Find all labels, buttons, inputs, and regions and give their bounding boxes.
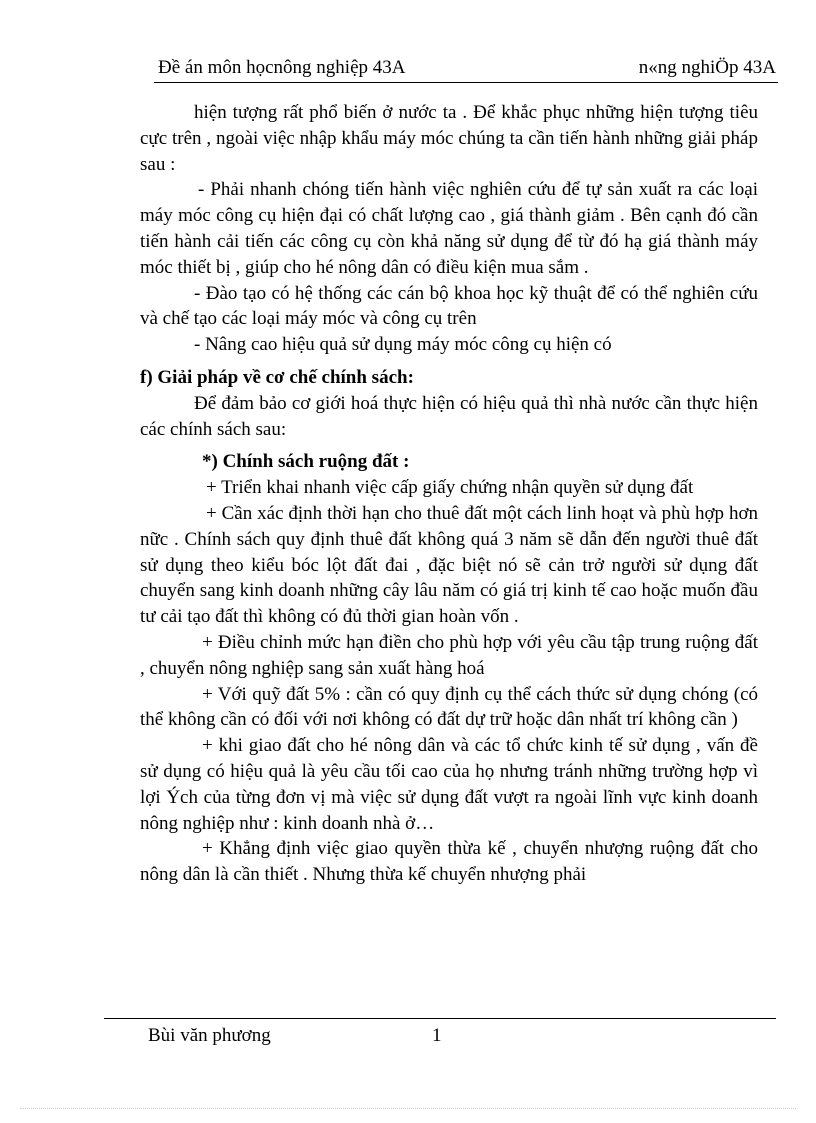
paragraph-research: - Phải nhanh chóng tiến hành việc nghiên cứu để tự sản xuất ra các loại máy móc công cụ hiện đại có chất lượng cao , giá thành giảm . Bên cạnh đó cần tiến hành cải tiến các công cụ còn khả năng sử dụng để từ đó hạ giá thành máy móc thiết bị , giúp cho hé nông dân có điều kiện mua sắm .	[140, 179, 758, 278]
page-header	[158, 56, 776, 82]
section-heading-policy: f) Giải pháp về cơ chế chính sách:	[140, 366, 414, 388]
header-divider	[154, 82, 778, 83]
paragraph-land-certificate: + Triển khai nhanh việc cấp giấy chứng nhận quyền sử dụng đất	[206, 477, 694, 499]
footer-author: Bùi văn phương	[148, 1025, 271, 1046]
paragraph-land-limit: + Điều chỉnh mức hạn điền cho phù hợp với yêu cầu tập trung ruộng đất , chuyển nông nghiệp sang sản xuất hàng hoá	[140, 631, 758, 679]
subsection-heading-land: *) Chính sách ruộng đất :	[202, 451, 410, 473]
paragraph-land-fund: + Với quỹ đất 5% : cần có quy định cụ thể cách thức sử dụng chóng (có thể không cần có đối với nơi không có đất dự trữ hoặc dân nhất trí không cần )	[140, 683, 758, 731]
paragraph-efficiency: - Nâng cao hiệu quả sử dụng máy móc công cụ hiện có	[194, 334, 612, 356]
header-title-right: n«ng nghiÖp 43A	[638, 57, 776, 78]
paragraph-training: - Đào tạo có hệ thống các cán bộ khoa học kỹ thuật để có thể nghiên cứu và chế tạo các loại máy móc và công cụ trên	[140, 282, 758, 330]
paragraph-inheritance: + Khẳng định việc giao quyền thừa kế , chuyển nhượng ruộng đất cho nông dân là cần thiết . Nhưng thừa kế chuyển nhượng phải	[140, 838, 758, 886]
page-body	[140, 100, 758, 888]
paragraph-policy-intro: Để đảm bảo cơ giới hoá thực hiện có hiệu quả thì nhà nước cần thực hiện các chính sách sau:	[140, 392, 758, 440]
page-bottom-border	[20, 1108, 796, 1109]
footer-divider	[104, 1018, 776, 1019]
footer-page-number: 1	[432, 1025, 442, 1046]
paragraph-land-allocation: + khi giao đất cho hé nông dân và các tổ chức kinh tế sử dụng , vấn đề sử dụng có hiệu quả là yêu cầu tối cao của họ nhưng tránh những trường hợp vì lợi Ých của từng đơn vị mà việc sử dụng đất vượt ra ngoài lĩnh vực kinh doanh nông nghiệp như : kinh doanh nhà ở…	[140, 735, 758, 834]
header-title-left: Đề án môn họcnông nghiệp 43A	[158, 57, 406, 78]
paragraph-lease-term: + Cần xác định thời hạn cho thuê đất một cách linh hoạt và phù hợp hơn nữc . Chính sách quy định thuê đất không quá 3 năm sẽ dẫn đến người thuê đất sử dụng theo kiểu bóc lột đất đai , đặc biệt nó sẽ cản trở người sử dụng đất chuyển sang kinh doanh những cây lâu năm có giá trị kinh tế cao hoặc muốn đầu tư cải tạo đất thì không có đủ thời gian hoàn vốn .	[140, 502, 758, 628]
paragraph-intro: hiện tượng rất phổ biến ở nước ta . Để khắc phục những hiện tượng tiêu cực trên , ngoài việc nhập khẩu máy móc chúng ta cần tiến hành những giải pháp sau :	[140, 102, 758, 175]
